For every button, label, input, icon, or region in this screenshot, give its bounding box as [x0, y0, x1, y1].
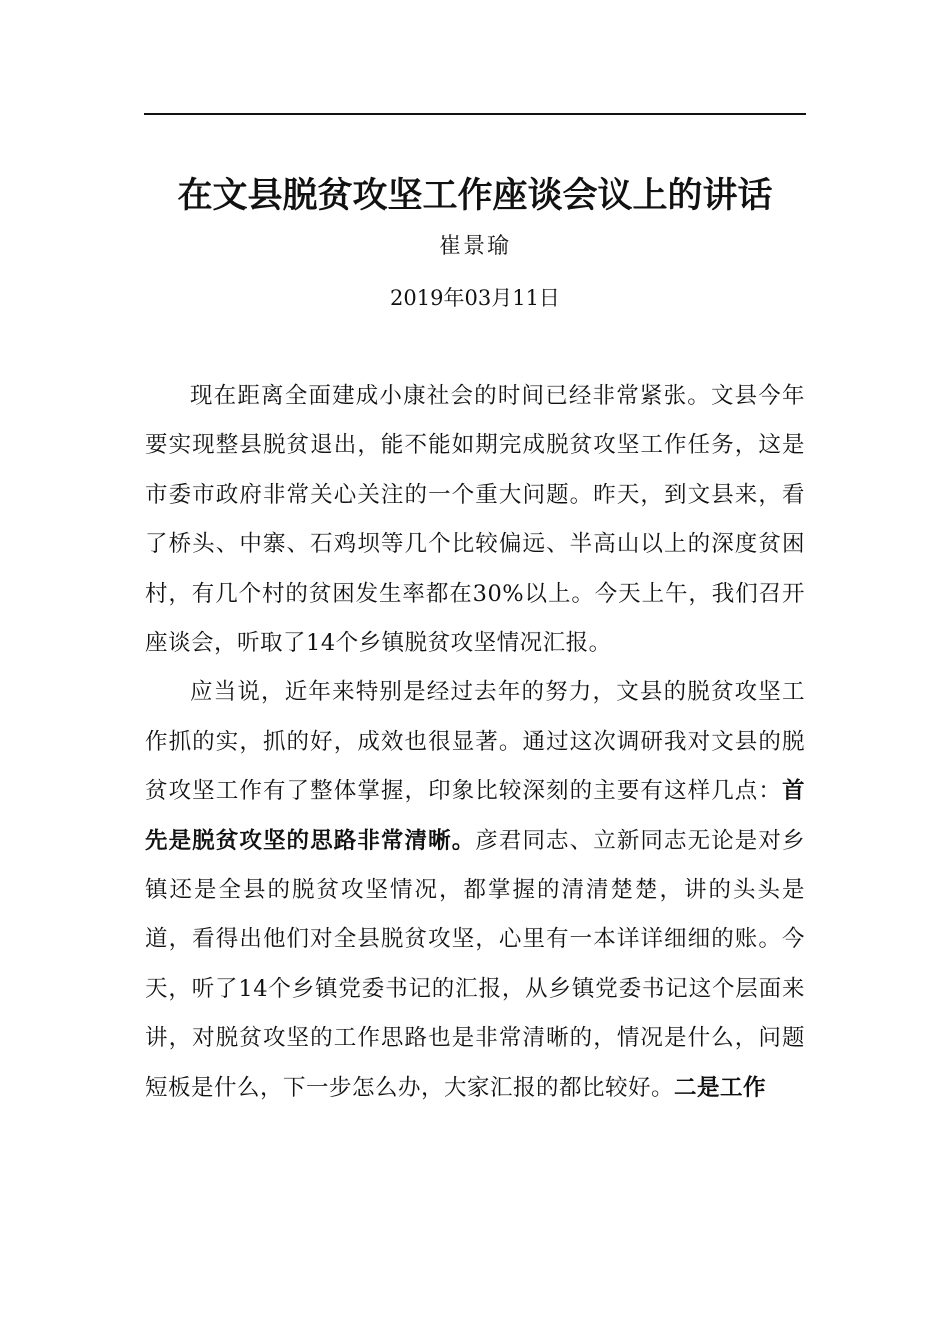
header-rule [144, 113, 806, 115]
document-body [145, 372, 805, 1113]
paragraph-2-emphasis-first: 首先是脱贫攻坚的思路非常清晰。 [145, 778, 805, 854]
paragraph-2-intro: 应当说，近年来特别是经过去年的努力，文县的脱贫攻坚工作抓的实，抓的好，成效也很显著。通过这次调研我对文县的脱贫攻坚工作有了整体掌握，印象比较深刻的主要有这样几点： [145, 679, 805, 805]
document-title: 在文县脱贫攻坚工作座谈会议上的讲话 [177, 175, 773, 216]
paragraph-2-emphasis-second: 二是工作 [674, 1074, 767, 1101]
paragraph-2-body: 彦君同志、立新同志无论是对乡镇还是全县的脱贫攻坚情况，都掌握的清清楚楚，讲的头头是道，看得出他们对全县脱贫攻坚，心里有一本详详细细的账。今天，听了14个乡镇党委书记的汇报，从乡镇党委书记这个层面来讲，对脱贫攻坚的工作思路也是非常清晰的，情况是什么，问题短板是什么，下一步怎么办，大家汇报的都比较好。 [145, 827, 805, 1101]
paragraph-1: 现在距离全面建成小康社会的时间已经非常紧张。文县今年要实现整县脱贫退出，能不能如期完成脱贫攻坚工作任务，这是市委市政府非常关心关注的一个重大问题。昨天，到文县来，看了桥头、中寨、石鸡坝等几个比较偏远、半高山以上的深度贫困村，有几个村的贫困发生率都在30%以上。今天上午，我们召开座谈会，听取了14个乡镇脱贫攻坚情况汇报。 [145, 383, 805, 657]
paragraph-2 [145, 668, 805, 1113]
document-date: 2019年03月11日 [390, 286, 560, 310]
author-name: 崔景瑜 [438, 234, 511, 259]
